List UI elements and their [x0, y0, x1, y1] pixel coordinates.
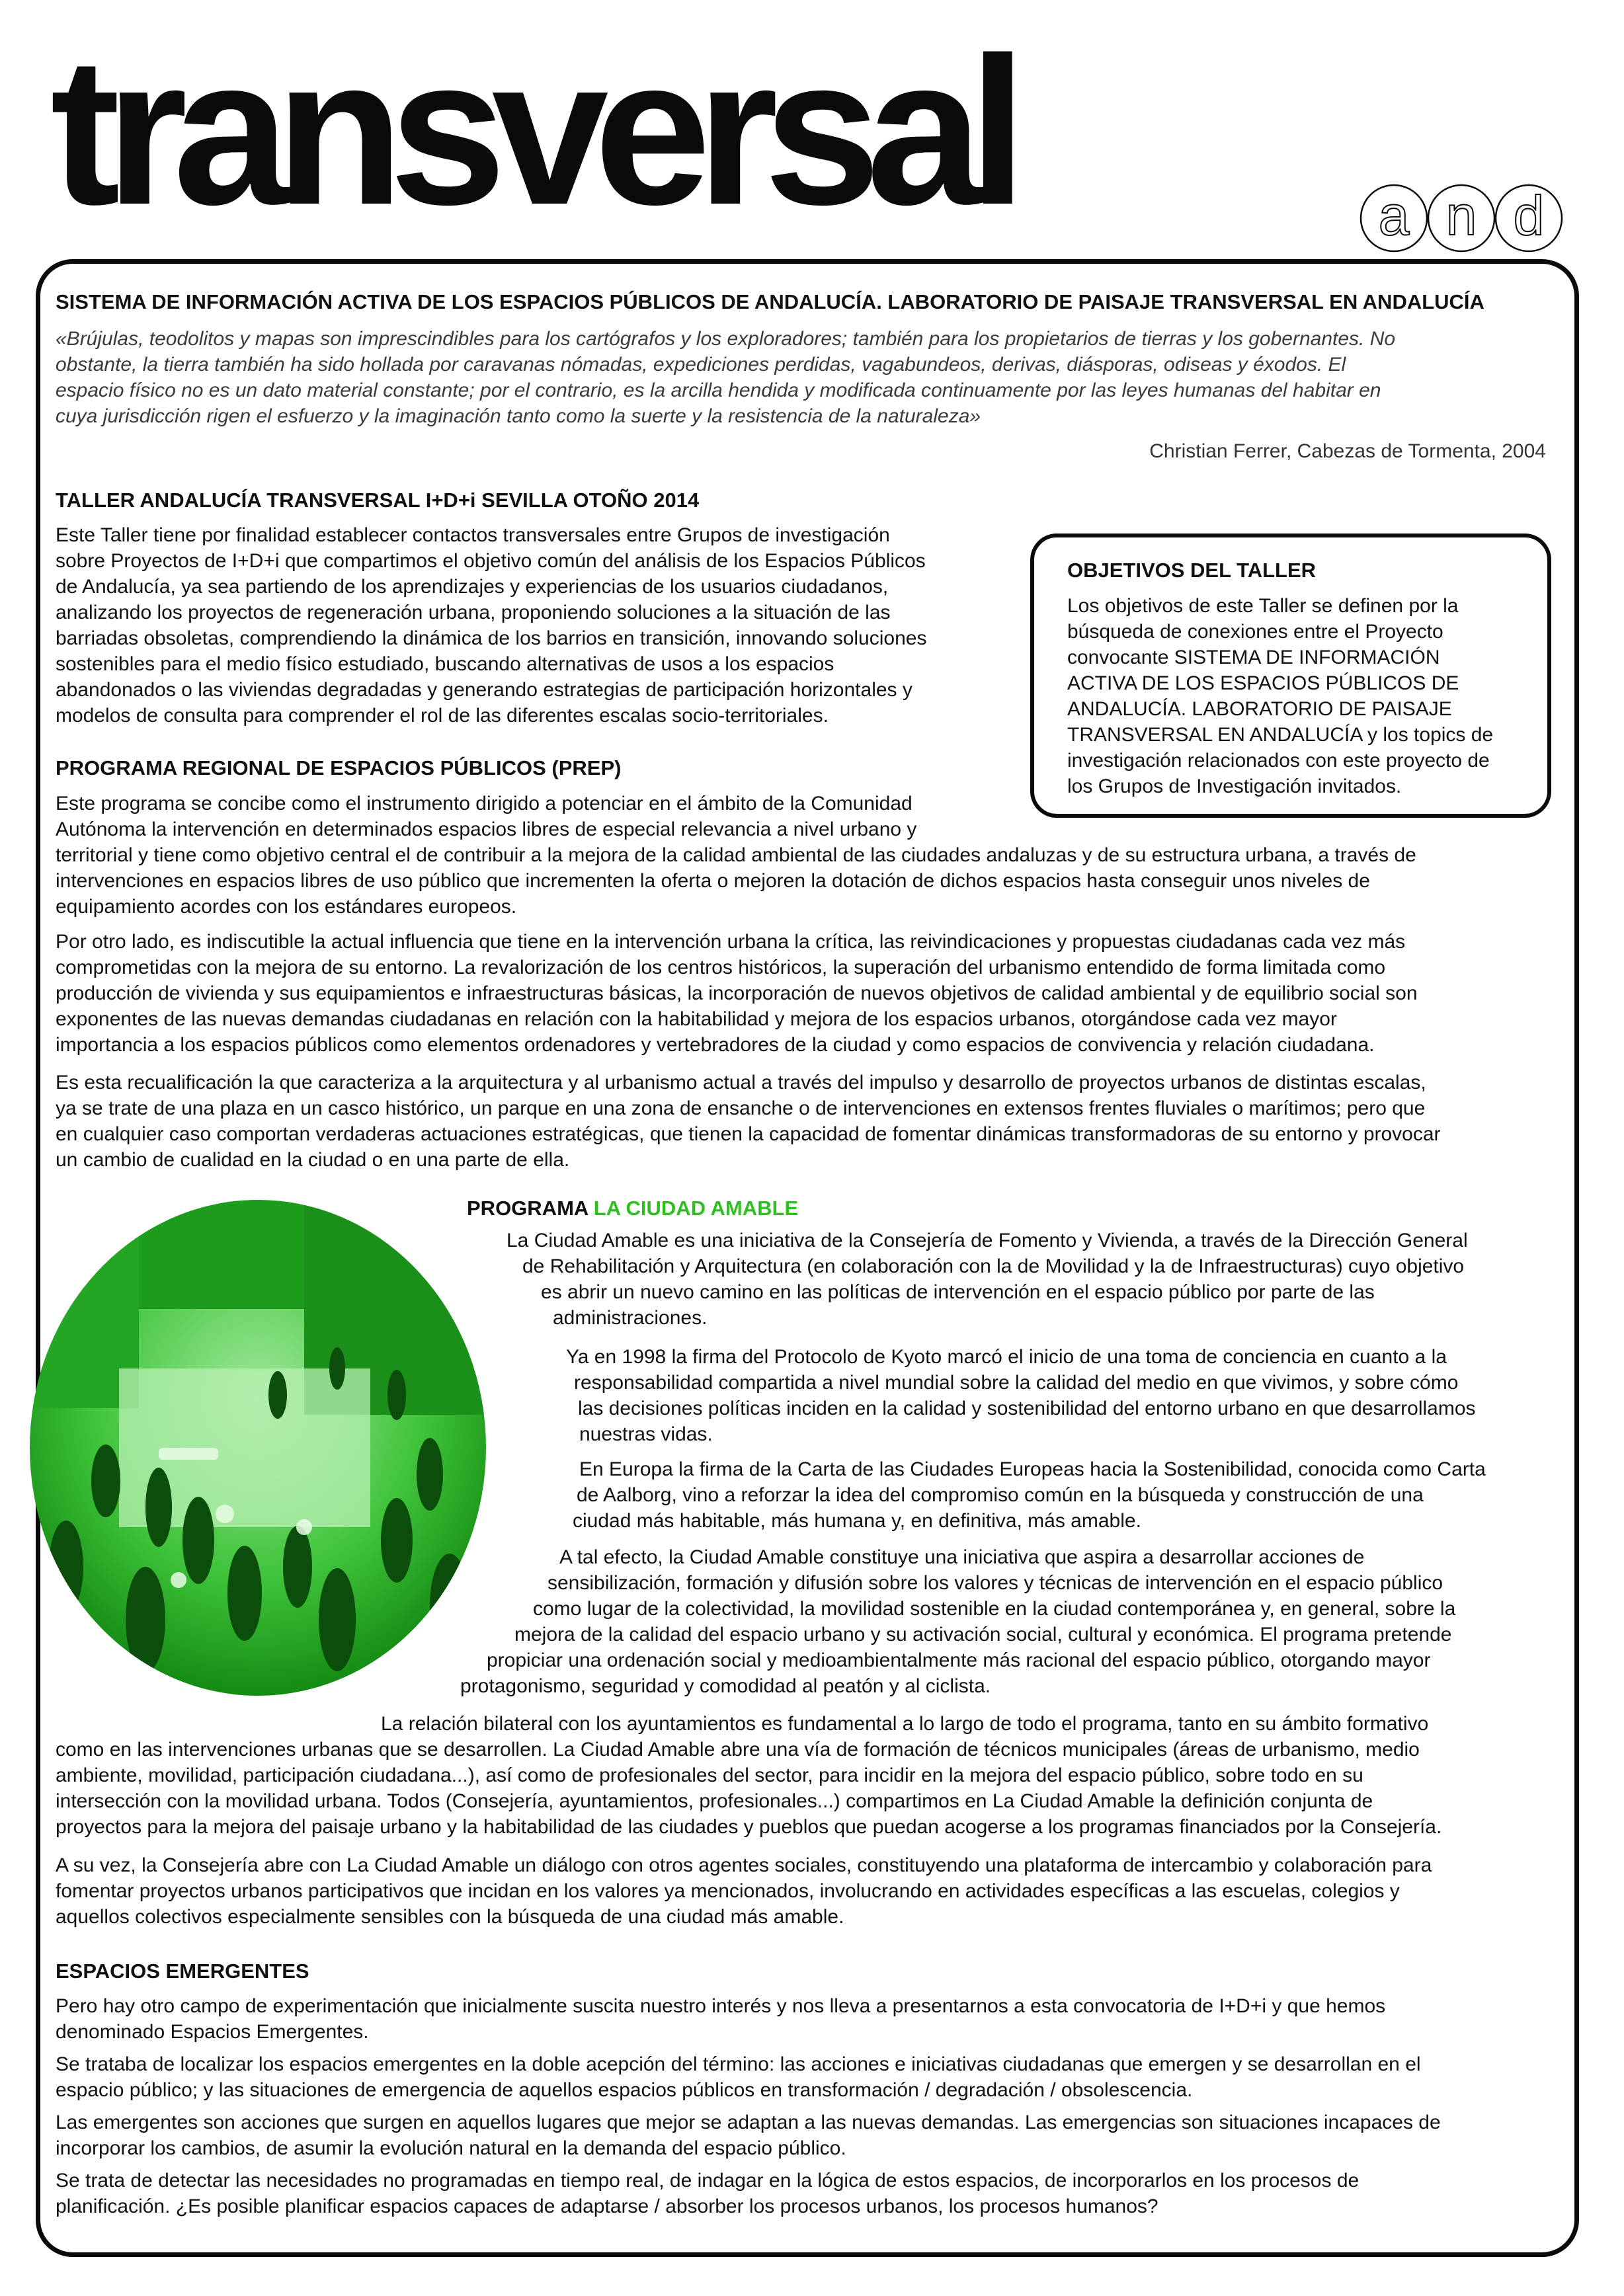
text-line: intervenciones en espacios libres de uso público que incrementen la oferta o mejoren la dotación de dichos espacios hasta conseguir unos niveles de — [56, 870, 1370, 892]
taller-paragraph — [56, 522, 926, 729]
and-letter-n: n — [1445, 184, 1477, 247]
and-letter-a: a — [1378, 184, 1410, 247]
text-line: importancia a los espacios públicos como elementos ordenadores y vertebradores de la ciudad y como espacios de convivencia y relación ciudadana. — [56, 1034, 1375, 1056]
objetivos-box — [1030, 534, 1551, 818]
text-line: ambiente, movilidad, participación ciudadana...), así como de profesionales del sector, para incidir en la mejora del espacio público, sobre todo en su — [56, 1764, 1363, 1786]
text-line: Por otro lado, es indiscutible la actual influencia que tiene en la intervención urbana la crítica, las reivindicaciones y propuestas ciudadanas cada vez más — [56, 931, 1406, 953]
text-line: como lugar de la colectividad, la movilidad sostenible en la ciudad contemporánea y, en general, sobre la — [533, 1598, 1456, 1620]
and-letter-d: d — [1513, 184, 1545, 247]
text-line: analizando los proyectos de regeneración urbana, proponiendo soluciones a la situación de las — [56, 602, 891, 623]
text-line: propiciar una ordenación social y medioambientalmente más racional del espacio público, otorgando mayor — [487, 1649, 1431, 1671]
emergentes-paragraph-4 — [56, 2168, 1359, 2219]
and-circles-graphic — [1356, 182, 1567, 255]
text-line: La relación bilateral con los ayuntamientos es fundamental a lo largo de todo el programa, tanto en su ámbito formativo — [381, 1713, 1429, 1735]
text-line: un cambio de cualidad en la ciudad o en una parte de ella. — [56, 1149, 570, 1171]
ciudad-amable-heading — [467, 1195, 798, 1222]
text-line: ciudad más habitable, más humana y, en definitiva, más amable. — [573, 1510, 1141, 1532]
ciudad-amable-paragraph-5 — [56, 1711, 1441, 1840]
text-line: sensibilización, formación y difusión sobre los valores y técnicas de intervención en el espacio público — [548, 1572, 1443, 1594]
text-line: de Andalucía, ya sea partiendo de los aprendizajes y experiencias de los usuarios ciudadanos, — [56, 576, 889, 598]
text-line: Ya en 1998 la firma del Protocolo de Kyoto marcó el inicio de una toma de conciencia en cuanto a la — [566, 1346, 1447, 1368]
and-logo-suffix — [1356, 182, 1567, 255]
text-line: fomentar proyectos urbanos participativos que incidan en los valores ya mencionados, involucrando en actividades específicas a las escuelas, colegios y — [56, 1880, 1400, 1902]
text-line: de Rehabilitación y Arquitectura (en colaboración con la de Movilidad y la de Infraestructuras) cuyo objetivo — [522, 1255, 1465, 1277]
text-line: planificación. ¿Es posible planificar espacios capaces de adaptarse / absorber los procesos urbanos, los procesos humanos? — [56, 2196, 1158, 2217]
epigraph-quote — [56, 326, 1395, 429]
prep-heading: PROGRAMA REGIONAL DE ESPACIOS PÚBLICOS (PREP) — [56, 756, 622, 779]
document-title: SISTEMA DE INFORMACIÓN ACTIVA DE LOS ESPACIOS PÚBLICOS DE ANDALUCÍA. LABORATORIO DE PAISAJE TRANSVERSAL EN ANDALUCÍA — [56, 290, 1484, 313]
ciudad-amable-paragraph-3 — [573, 1456, 1486, 1534]
text-line: abandonados o las viviendas degradadas y generando estrategias de participación horizontales y — [56, 679, 913, 701]
text-line: ya se trate de una plaza en un casco histórico, un parque en una zona de ensanche o de intervenciones en extensos frentes fluviales o marítimos; pero que — [56, 1097, 1426, 1119]
quote-line: obstante, la tierra también ha sido hollada por caravanas nómadas, expediciones perdidas, vagabundeos, derivas, diásporas, odiseas y éxodos. El — [56, 354, 1346, 376]
text-line: Autónoma la intervención en determinados espacios libres de especial relevancia a nivel urbano y — [56, 818, 917, 840]
prep-paragraph-1 — [56, 791, 1416, 920]
text-line: ACTIVA DE LOS ESPACIOS PÚBLICOS DE — [1067, 672, 1459, 694]
text-line: las decisiones políticas inciden en la calidad y sostenibilidad del entorno urbano en que desarrollamos — [578, 1398, 1476, 1419]
prep-paragraph-2 — [56, 929, 1418, 1058]
text-line: en cualquier caso comportan verdaderas actuaciones estratégicas, que tienen la capacidad de fomentar dinámicas transformadoras de su entorno y provocar — [56, 1123, 1441, 1145]
emergentes-heading: ESPACIOS EMERGENTES — [56, 1960, 309, 1983]
emergentes-paragraph-3 — [56, 2110, 1441, 2161]
text-line: espacio público; y las situaciones de emergencia de aquellos espacios públicos en transformación / degradación / obsolescencia. — [56, 2079, 1193, 2101]
text-line: Pero hay otro campo de experimentación que inicialmente suscita nuestro interés y nos lleva a presentarnos a esta convocatoria de I+D+i y que hemos — [56, 1995, 1386, 2017]
text-line: modelos de consulta para comprender el rol de las diferentes escalas socio-territoriales. — [56, 705, 829, 727]
text-line: convocante SISTEMA DE INFORMACIÓN — [1067, 647, 1440, 668]
text-line: como en las intervenciones urbanas que se desarrollen. La Ciudad Amable abre una vía de formación de técnicos municipales (áreas de urbanismo, medio — [56, 1739, 1420, 1761]
ciudad-amable-paragraph-6 — [56, 1852, 1432, 1930]
text-line: búsqueda de conexiones entre el Proyecto — [1067, 621, 1443, 643]
prep-paragraph-3 — [56, 1070, 1441, 1173]
text-line: ANDALUCÍA. LABORATORIO DE PAISAJE — [1067, 698, 1452, 720]
text-line: A su vez, la Consejería abre con La Ciudad Amable un diálogo con otros agentes sociales, constituyendo una plataforma de intercambio y colaboración para — [56, 1854, 1432, 1876]
text-line: incorporar los cambios, de asumir la evolución natural en la demanda del espacio público. — [56, 2137, 846, 2159]
text-line: Los objetivos de este Taller se definen por la — [1067, 595, 1459, 617]
ciudad-amable-paragraph-4 — [460, 1544, 1456, 1699]
text-line: de Aalborg, vino a reforzar la idea del compromiso común en la búsqueda y construcción de una — [577, 1484, 1424, 1506]
text-line: denominado Espacios Emergentes. — [56, 2021, 369, 2043]
text-line: La Ciudad Amable es una iniciativa de la Consejería de Fomento y Vivienda, a través de la Dirección General — [507, 1230, 1468, 1251]
text-line: barriadas obsoletas, comprendiendo la dinámica de los barrios en transición, innovando soluciones — [56, 627, 927, 649]
heading-prefix: PROGRAMA — [467, 1197, 594, 1220]
text-line: sostenibles para el medio físico estudiado, buscando alternativas de usos a los espacios — [56, 653, 834, 675]
text-line: intersección con la movilidad urbana. Todos (Consejería, ayuntamientos, profesionales...) compartimos en La Ciudad Amable la definición conjunta de — [56, 1790, 1373, 1812]
quote-line: cuya jurisdicción rigen el esfuerzo y la imaginación tanto como la suerte y la resistencia de la naturaleza» — [56, 405, 981, 427]
text-line: es abrir un nuevo camino en las políticas de intervención en el espacio público por parte de las — [541, 1281, 1375, 1303]
text-line: comprometidas con la mejora de su entorno. La revalorización de los centros históricos, la superación del urbanismo entendido de forma limitada como — [56, 957, 1386, 978]
plaza-photo — [26, 1197, 489, 1699]
text-line: exponentes de las nuevas demandas ciudadanas en relación con la habitabilidad y mejora de los espacios urbanos, otorgándose cada vez mayor — [56, 1008, 1337, 1030]
objetivos-heading: OBJETIVOS DEL TALLER — [1067, 559, 1317, 582]
quote-line: «Brújulas, teodolitos y mapas son imprescindibles para los cartógrafos y los exploradores; también para los propietarios de tierras y los gobernantes. No — [56, 328, 1396, 350]
text-line: producción de vivienda y sus equipamientos e infraestructuras básicas, la incorporación de nuevos objetivos de calidad ambiental y de equilibrio social son — [56, 982, 1418, 1004]
text-line: Es esta recualificación la que caracteriza a la arquitectura y al urbanismo actual a través del impulso y desarrollo de proyectos urbanos de distintas escalas, — [56, 1072, 1426, 1093]
text-line: territorial y tiene como objetivo central el de contribuir a la mejora de la calidad ambiental de las ciudades andaluzas y de su estructura urbana, a través de — [56, 844, 1416, 866]
taller-heading: TALLER ANDALUCÍA TRANSVERSAL I+D+i SEVILLA OTOÑO 2014 — [56, 489, 700, 512]
text-line: responsabilidad compartida a nivel mundial sobre la calidad del medio en que vivimos, y sobre cómo — [574, 1372, 1459, 1394]
text-line: nuestras vidas. — [579, 1423, 713, 1445]
text-line: Se trata de detectar las necesidades no programadas en tiempo real, de indagar en la lógica de estos espacios, de incorporarlos en los procesos de — [56, 2170, 1360, 2192]
ciudad-amable-paragraph-2 — [566, 1344, 1476, 1447]
text-line: los Grupos de Investigación invitados. — [1067, 775, 1402, 797]
emergentes-paragraph-1 — [56, 1993, 1385, 2045]
heading-highlight: LA CIUDAD AMABLE — [593, 1197, 799, 1220]
text-line: Este programa se concibe como el instrumento dirigido a potenciar en el ámbito de la Comunidad — [56, 793, 913, 814]
text-line: proyectos para la mejora del paisaje urbano y la habitabilidad de las ciudades y pueblos que puedan acogerse a los programas financiados por la Consejería. — [56, 1816, 1442, 1838]
emergentes-paragraph-2 — [56, 2051, 1421, 2103]
text-line: investigación relacionados con este proyecto de — [1067, 750, 1490, 772]
text-line: A tal efecto, la Ciudad Amable constituye una iniciativa que aspira a desarrollar acciones de — [559, 1546, 1365, 1568]
text-line: Se trataba de localizar los espacios emergentes en la doble acepción del término: las acciones e iniciativas ciudadanas que emergen y se desarrollan en el — [56, 2053, 1421, 2075]
masthead-logo: transversal — [50, 14, 1013, 249]
ciudad-amable-paragraph-1 — [507, 1228, 1468, 1331]
text-line: aquellos colectivos especialmente sensibles con la búsqueda de una ciudad más amable. — [56, 1906, 844, 1928]
plaza-photo-graphic — [26, 1197, 489, 1699]
text-line: administraciones. — [553, 1307, 708, 1329]
text-line: Este Taller tiene por finalidad establecer contactos transversales entre Grupos de investigación — [56, 524, 890, 546]
text-line: Las emergentes son acciones que surgen en aquellos lugares que mejor se adaptan a las nuevas demandas. Las emergencias son situaciones incapaces de — [56, 2112, 1441, 2133]
text-line: TRANSVERSAL EN ANDALUCÍA y los topics de — [1067, 724, 1494, 746]
text-line: En Europa la firma de la Carta de las Ciudades Europeas hacia la Sostenibilidad, conocida como Carta — [579, 1458, 1486, 1480]
objetivos-text — [1067, 593, 1521, 799]
text-line: mejora de la calidad del espacio urbano y su activación social, cultural y económica. El programa pretende — [514, 1624, 1452, 1645]
text-line: equipamiento acordes con los estándares europeos. — [56, 896, 517, 918]
text-line: sobre Proyectos de I+D+i que compartimos el objetivo común del análisis de los Espacios Públicos — [56, 550, 926, 572]
text-line: protagonismo, seguridad y comodidad al peatón y al ciclista. — [460, 1675, 991, 1697]
quote-author: Christian Ferrer, Cabezas de Tormenta, 2004 — [1149, 440, 1546, 462]
quote-line: espacio físico no es un dato material constante; por el contrario, es la arcilla hendida y modificada continuamente por las leyes humanas del habitar en — [56, 379, 1381, 401]
